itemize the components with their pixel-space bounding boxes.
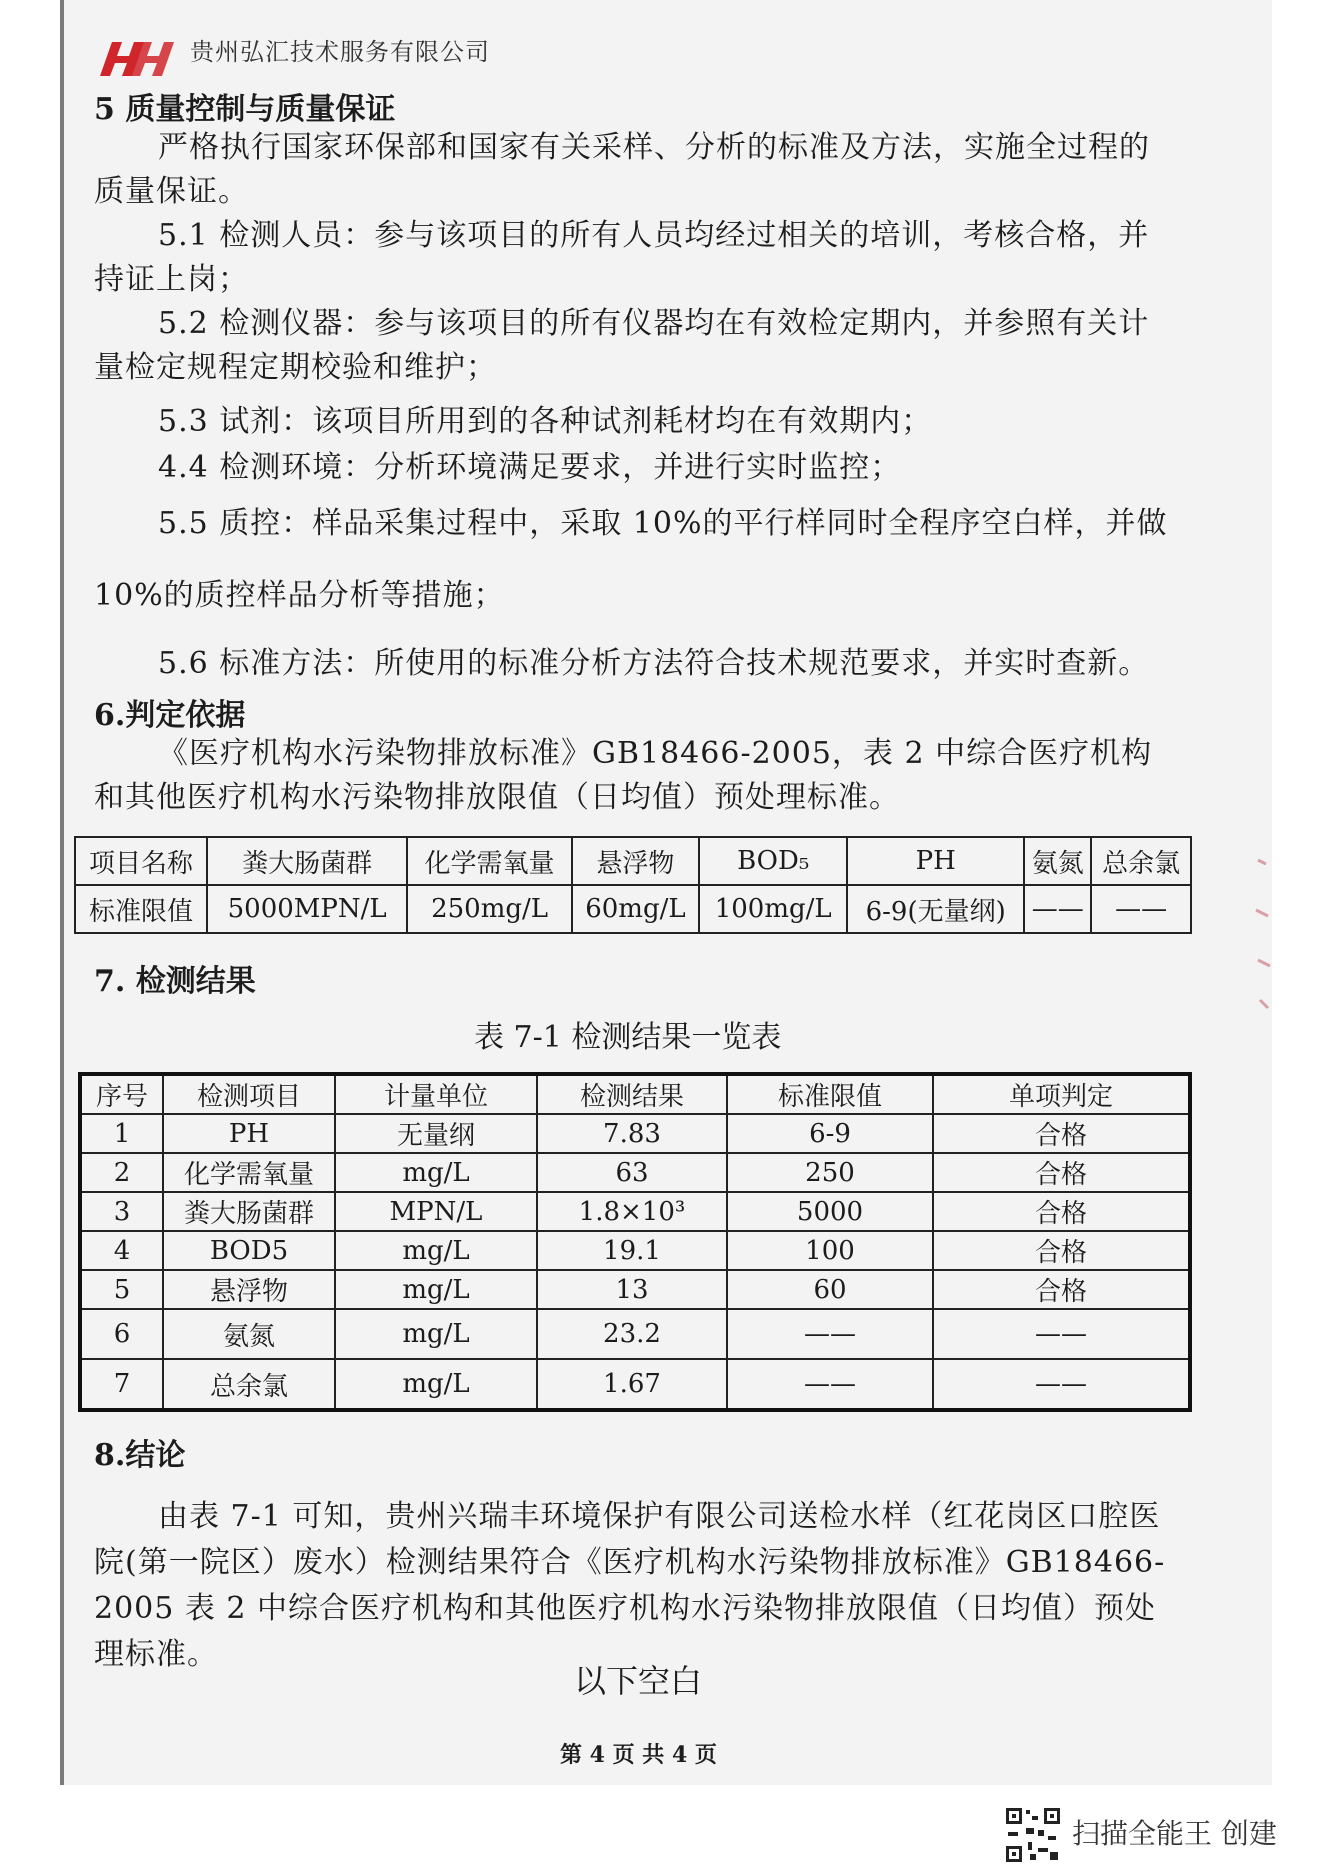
- table-cell: 氨氮: [163, 1309, 335, 1359]
- table-row: [80, 1192, 1190, 1231]
- table-cell: 合格: [933, 1231, 1190, 1270]
- table-cell: 总余氯: [163, 1359, 335, 1410]
- table-cell: 6-9: [727, 1114, 933, 1153]
- table-cell: mg/L: [335, 1309, 537, 1359]
- table-header-cell: 计量单位: [335, 1074, 537, 1114]
- table-cell: 化学需氧量: [407, 837, 571, 885]
- section-5-item-5-cont: 10%的质控样品分析等措施；: [94, 578, 505, 613]
- section-6-title: 6.判定依据: [94, 698, 246, 733]
- table-cell: ——: [1091, 885, 1191, 933]
- table-cell: 60mg/L: [572, 885, 699, 933]
- table-cell: 悬浮物: [572, 837, 699, 885]
- table-cell: BOD₅: [699, 837, 847, 885]
- scanner-watermark-text: 扫描全能王 创建: [1072, 1817, 1277, 1850]
- table-cell: 总余氯: [1091, 837, 1191, 885]
- table-cell: 合格: [933, 1270, 1190, 1309]
- table-row: [80, 1270, 1190, 1309]
- table-caption: 表 7-1 检测结果一览表: [474, 1020, 782, 1055]
- table-cell: ——: [727, 1359, 933, 1410]
- qr-code-icon: [1004, 1806, 1062, 1864]
- table-cell: BOD5: [163, 1231, 335, 1270]
- section-5-title: 5 质量控制与质量保证: [94, 92, 396, 127]
- table-row: [80, 1359, 1190, 1410]
- stamp-fragment-icon: [1252, 850, 1282, 1030]
- table-cell: 6: [80, 1309, 163, 1359]
- table-cell: 粪大肠菌群: [207, 837, 407, 885]
- table-cell: 250: [727, 1153, 933, 1192]
- table-row: [75, 885, 1191, 933]
- section-6-text: 《医疗机构水污染物排放标准》GB18466-2005，表 2 中综合医疗机构和其他医疗机构水污染物排放限值（日均值）预处理标准。: [94, 736, 1153, 815]
- table-cell: ——: [727, 1309, 933, 1359]
- section-5-item-3: 5.3 试剂：该项目所用到的各种试剂耗材均在有效期内；: [158, 404, 933, 439]
- table-cell: 项目名称: [75, 837, 207, 885]
- table-cell: ——: [933, 1309, 1190, 1359]
- table-cell: PH: [163, 1114, 335, 1153]
- table-cell: mg/L: [335, 1359, 537, 1410]
- section-5-item-4: 4.4 检测环境：分析环境满足要求，并进行实时监控；: [158, 450, 902, 485]
- table-cell: 4: [80, 1231, 163, 1270]
- table-cell: 13: [537, 1270, 727, 1309]
- table-cell: 合格: [933, 1114, 1190, 1153]
- table-cell: 7.83: [537, 1114, 727, 1153]
- table-header-row: [75, 837, 1191, 885]
- table-cell: 60: [727, 1270, 933, 1309]
- table-cell: 1.67: [537, 1359, 727, 1410]
- table-cell: mg/L: [335, 1270, 537, 1309]
- section-8-title: 8.结论: [94, 1438, 186, 1473]
- table-cell: 无量纲: [335, 1114, 537, 1153]
- table-cell: mg/L: [335, 1231, 537, 1270]
- section-5-item-5: 5.5 质控：样品采集过程中，采取 10%的平行样同时全程序空白样，并做: [158, 506, 1168, 541]
- table-cell: 化学需氧量: [163, 1153, 335, 1192]
- table-cell: 7: [80, 1359, 163, 1410]
- table-cell: 粪大肠菌群: [163, 1192, 335, 1231]
- table-header-row: [80, 1074, 1190, 1114]
- company-logo-icon: [96, 38, 174, 78]
- table-cell: 5000: [727, 1192, 933, 1231]
- table-cell: 合格: [933, 1153, 1190, 1192]
- standard-limits-table: [74, 836, 1192, 934]
- table-cell: 23.2: [537, 1309, 727, 1359]
- table-cell: 2: [80, 1153, 163, 1192]
- section-5-item-1: 5.1 检测人员：参与该项目的所有人员均经过相关的培训，考核合格，并持证上岗；: [94, 218, 1150, 297]
- table-cell: 悬浮物: [163, 1270, 335, 1309]
- table-header-cell: 检测结果: [537, 1074, 727, 1114]
- table-cell: 1: [80, 1114, 163, 1153]
- table-cell: ——: [1024, 885, 1091, 933]
- section-5-intro: 严格执行国家环保部和国家有关采样、分析的标准及方法，实施全过程的质量保证。: [94, 130, 1150, 209]
- section-8-text: 由表 7-1 可知，贵州兴瑞丰环境保护有限公司送检水样（红花岗区口腔医院(第一院区）废水）检测结果符合《医疗机构水污染物排放标准》GB18466-2005 表 2 中综合医疗机构和其他医疗机构水污染物排放限值（日均值）预处理标准。: [94, 1499, 1166, 1672]
- table-header-cell: 单项判定: [933, 1074, 1190, 1114]
- table-header-cell: 标准限值: [727, 1074, 933, 1114]
- table-cell: 1.8×10³: [537, 1192, 727, 1231]
- table-row: [80, 1309, 1190, 1359]
- table-cell: 氨氮: [1024, 837, 1091, 885]
- table-cell: 63: [537, 1153, 727, 1192]
- table-row: [80, 1153, 1190, 1192]
- results-table: [78, 1072, 1192, 1412]
- table-row: [80, 1231, 1190, 1270]
- table-header-cell: 序号: [80, 1074, 163, 1114]
- table-header-cell: 检测项目: [163, 1074, 335, 1114]
- table-cell: 100: [727, 1231, 933, 1270]
- table-cell: ——: [933, 1359, 1190, 1410]
- table-cell: 5000MPN/L: [207, 885, 407, 933]
- page-number: 第 4 页 共 4 页: [560, 1742, 717, 1768]
- header-company-name: 贵州弘汇技术服务有限公司: [190, 38, 490, 66]
- table-cell: 250mg/L: [407, 885, 571, 933]
- section-5-item-6: 5.6 标准方法：所使用的标准分析方法符合技术规范要求，并实时查新。: [158, 646, 1150, 681]
- table-cell: 3: [80, 1192, 163, 1231]
- table-cell: 19.1: [537, 1231, 727, 1270]
- table-cell: 100mg/L: [699, 885, 847, 933]
- table-cell: 合格: [933, 1192, 1190, 1231]
- table-row: [80, 1114, 1190, 1153]
- table-cell: 6-9(无量纲): [847, 885, 1024, 933]
- section-5-item-2: 5.2 检测仪器：参与该项目的所有仪器均在有效检定期内，并参照有关计量检定规程定期校验和维护；: [94, 306, 1150, 385]
- table-cell: mg/L: [335, 1153, 537, 1192]
- section-7-title: 7. 检测结果: [94, 964, 256, 999]
- table-cell: 5: [80, 1270, 163, 1309]
- table-cell: 标准限值: [75, 885, 207, 933]
- blank-notice: 以下空白: [574, 1662, 703, 1700]
- table-cell: MPN/L: [335, 1192, 537, 1231]
- table-cell: PH: [847, 837, 1024, 885]
